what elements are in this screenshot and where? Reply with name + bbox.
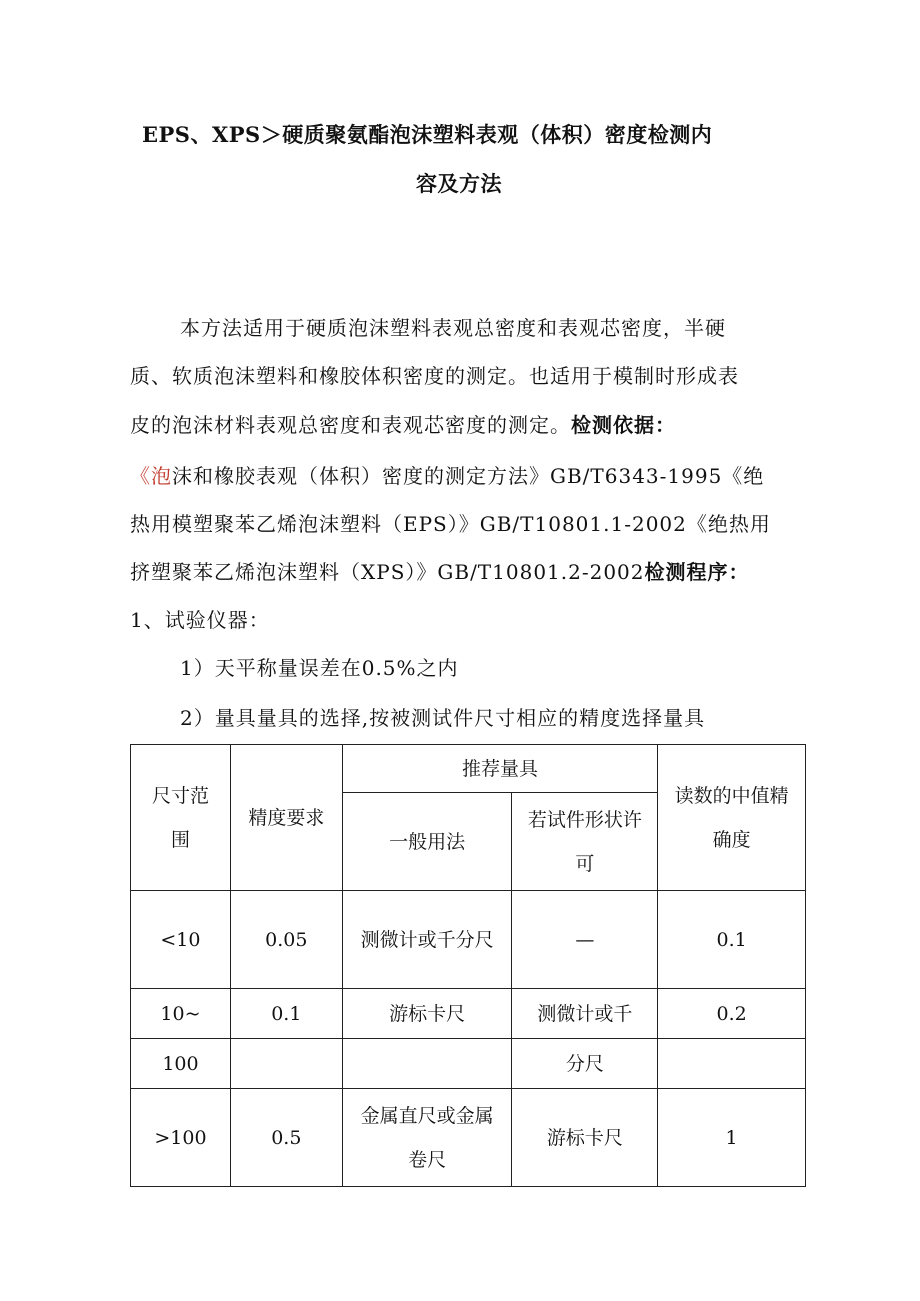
- table-row: [131, 989, 806, 1039]
- table-row: [131, 1089, 806, 1187]
- procedure-heading: 检测程序：: [644, 560, 750, 584]
- intro-line-3: [130, 409, 676, 438]
- table-row: [131, 1039, 806, 1089]
- cell-median: [658, 1039, 806, 1089]
- cell-median: 0.2: [658, 989, 806, 1039]
- procedure-item-1: 1、试验仪器：: [130, 608, 270, 632]
- cell-median: 1: [658, 1089, 806, 1187]
- intro-line-2: 质、软质泡沫塑料和橡胶体积密度的测定。也适用于模制时形成表: [130, 364, 739, 388]
- header-general-use: 一般用法: [342, 793, 512, 891]
- basis-line-1: [130, 460, 764, 489]
- cell-alt: —: [512, 891, 658, 989]
- procedure-sub-2: 2）量具量具的选择,按被测试件尺寸相应的精度选择量具: [180, 706, 706, 730]
- cell-size: 100: [131, 1039, 231, 1089]
- basis-line-3-text: 挤塑聚苯乙烯泡沫塑料（XPS）》GB/T10801.2-2002: [130, 560, 645, 584]
- basis-line-1-red: 《泡: [130, 464, 172, 488]
- cell-accuracy: 0.1: [230, 989, 342, 1039]
- cell-accuracy: [230, 1039, 342, 1089]
- cell-general: 金属直尺或金属 卷尺: [342, 1089, 512, 1187]
- basis-heading: 检测依据：: [571, 413, 676, 437]
- cell-accuracy: 0.05: [230, 891, 342, 989]
- header-if-shape-allows: 若试件形状许 可: [512, 793, 658, 891]
- header-accuracy: 精度要求: [230, 745, 342, 891]
- cell-general: [342, 1039, 512, 1089]
- header-size-range: 尺寸范 围: [131, 745, 231, 891]
- cell-alt: 分尺: [512, 1039, 658, 1089]
- intro-line-3-text: 皮的泡沫材料表观总密度和表观芯密度的测定。: [130, 413, 571, 437]
- basis-line-1-rest: 沫和橡胶表观（体积）密度的测定方法》GB/T6343-1995《绝: [172, 464, 765, 488]
- cell-general: 游标卡尺: [342, 989, 512, 1039]
- cell-accuracy: 0.5: [230, 1089, 342, 1187]
- intro-line-1: 本方法适用于硬质泡沫塑料表观总密度和表观芯密度，半硬: [180, 316, 726, 340]
- cell-size: >100: [131, 1089, 231, 1187]
- cell-alt: 游标卡尺: [512, 1089, 658, 1187]
- cell-size: 10~: [131, 989, 231, 1039]
- cell-median: 0.1: [658, 891, 806, 989]
- cell-size: <10: [131, 891, 231, 989]
- page-title-line-1: EPS、XPS＞硬质聚氨酯泡沫塑料表观（体积）密度检测内: [142, 122, 713, 147]
- procedure-sub-1: 1）天平称量误差在0.5%之内: [180, 656, 459, 680]
- header-median-accuracy: 读数的中值精 确度: [658, 745, 806, 891]
- header-recommended: 推荐量具: [342, 745, 657, 793]
- cell-alt: 测微计或千: [512, 989, 658, 1039]
- cell-general: 测微计或千分尺: [342, 891, 512, 989]
- page-title-line-2: 容及方法: [416, 171, 502, 196]
- basis-line-3: [130, 556, 750, 585]
- table-row: [131, 891, 806, 989]
- basis-line-2: 热用模塑聚苯乙烯泡沫塑料（EPS）》GB/T10801.1-2002《绝热用: [130, 512, 771, 536]
- measuring-tool-table: [130, 744, 806, 1187]
